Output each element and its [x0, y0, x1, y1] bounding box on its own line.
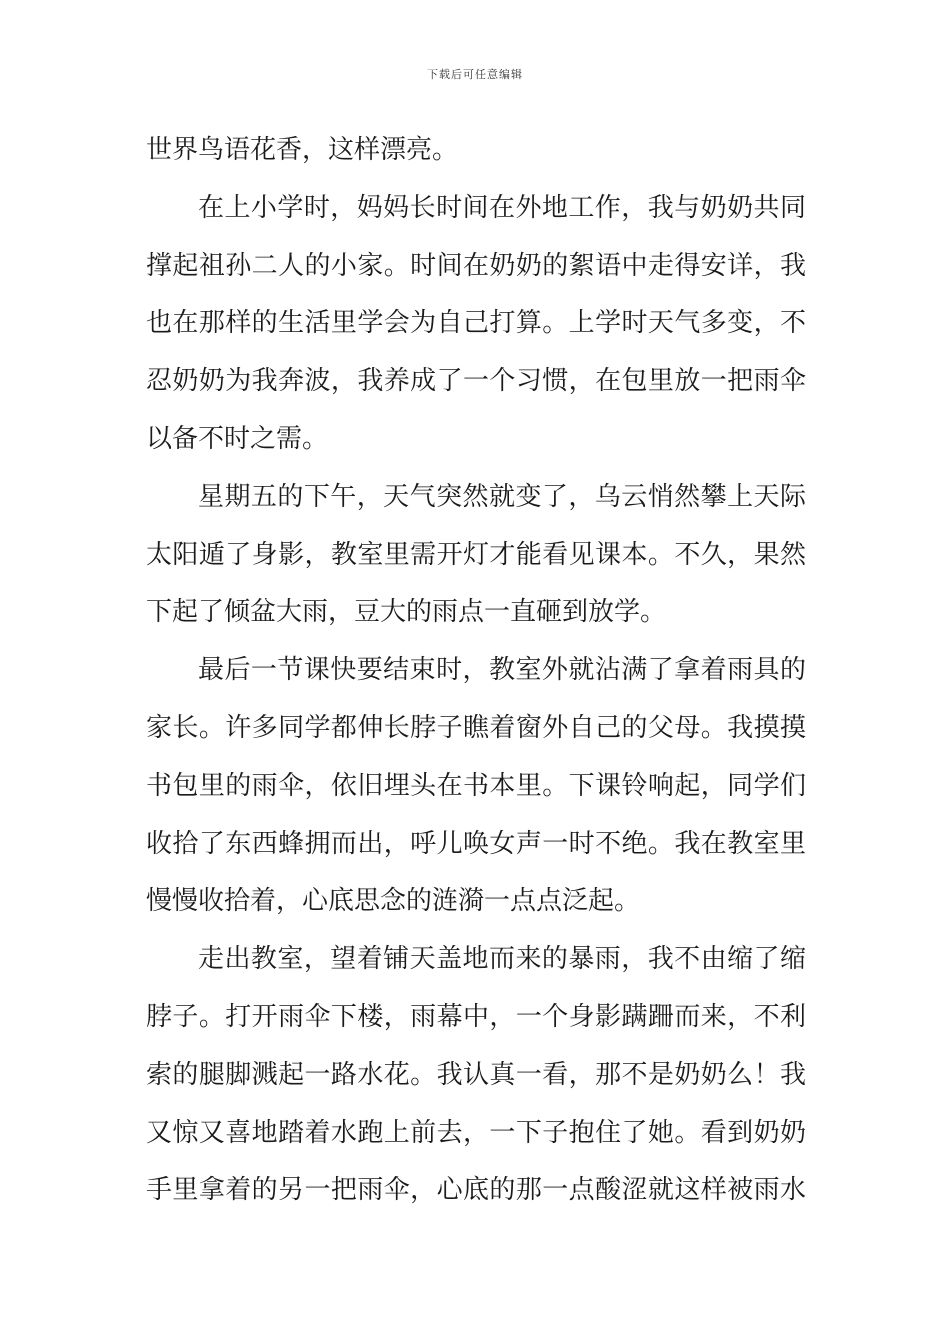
text-line: 最后一节课快要结束时，教室外就沾满了拿着雨具的 [198, 655, 806, 686]
text-line: 世界鸟语花香，这样漂亮。 [146, 135, 459, 165]
text-line: 脖子。打开雨伞下楼，雨幕中，一个身影蹒跚而来，不利 [146, 1001, 806, 1032]
text-line: 手里拿着的另一把雨伞，心底的那一点酸涩就这样被雨水 [146, 1175, 806, 1206]
text-line: 在上小学时，妈妈长时间在外地工作，我与奶奶共同 [198, 192, 806, 223]
text-line: 太阳遁了身影，教室里需开灯才能看见课本。不久，果然 [146, 539, 806, 570]
text-line: 星期五的下午，天气突然就变了，乌云悄然攀上天际 [198, 481, 806, 512]
text-line: 走出教室，望着铺天盖地而来的暴雨，我不由缩了缩 [198, 944, 806, 975]
text-line: 又惊又喜地踏着水跑上前去，一下子抱住了她。看到奶奶 [146, 1117, 806, 1148]
text-line: 慢慢收拾着，心底思念的涟漪一点点泛起。 [146, 886, 641, 917]
body-text [146, 122, 806, 1220]
page-header: 下载后可任意编辑 [427, 68, 523, 81]
text-line: 收拾了东西蜂拥而出，呼儿唤女声一时不绝。我在教室里 [146, 828, 806, 859]
text-line: 撑起祖孙二人的小家。时间在奶奶的絮语中走得安详，我 [146, 250, 806, 281]
text-line: 下起了倾盆大雨，豆大的雨点一直砸到放学。 [146, 597, 667, 628]
text-line: 以备不时之需。 [146, 423, 329, 454]
text-line: 也在那样的生活里学会为自己打算。上学时天气多变，不 [146, 308, 806, 339]
text-line: 索的腿脚溅起一路水花。我认真一看，那不是奶奶么！我 [146, 1059, 806, 1090]
text-line: 忍奶奶为我奔波，我养成了一个习惯，在包里放一把雨伞 [146, 366, 806, 397]
text-line: 书包里的雨伞，依旧埋头在书本里。下课铃响起，同学们 [146, 770, 806, 801]
text-line: 家长。许多同学都伸长脖子瞧着窗外自己的父母。我摸摸 [146, 712, 806, 743]
